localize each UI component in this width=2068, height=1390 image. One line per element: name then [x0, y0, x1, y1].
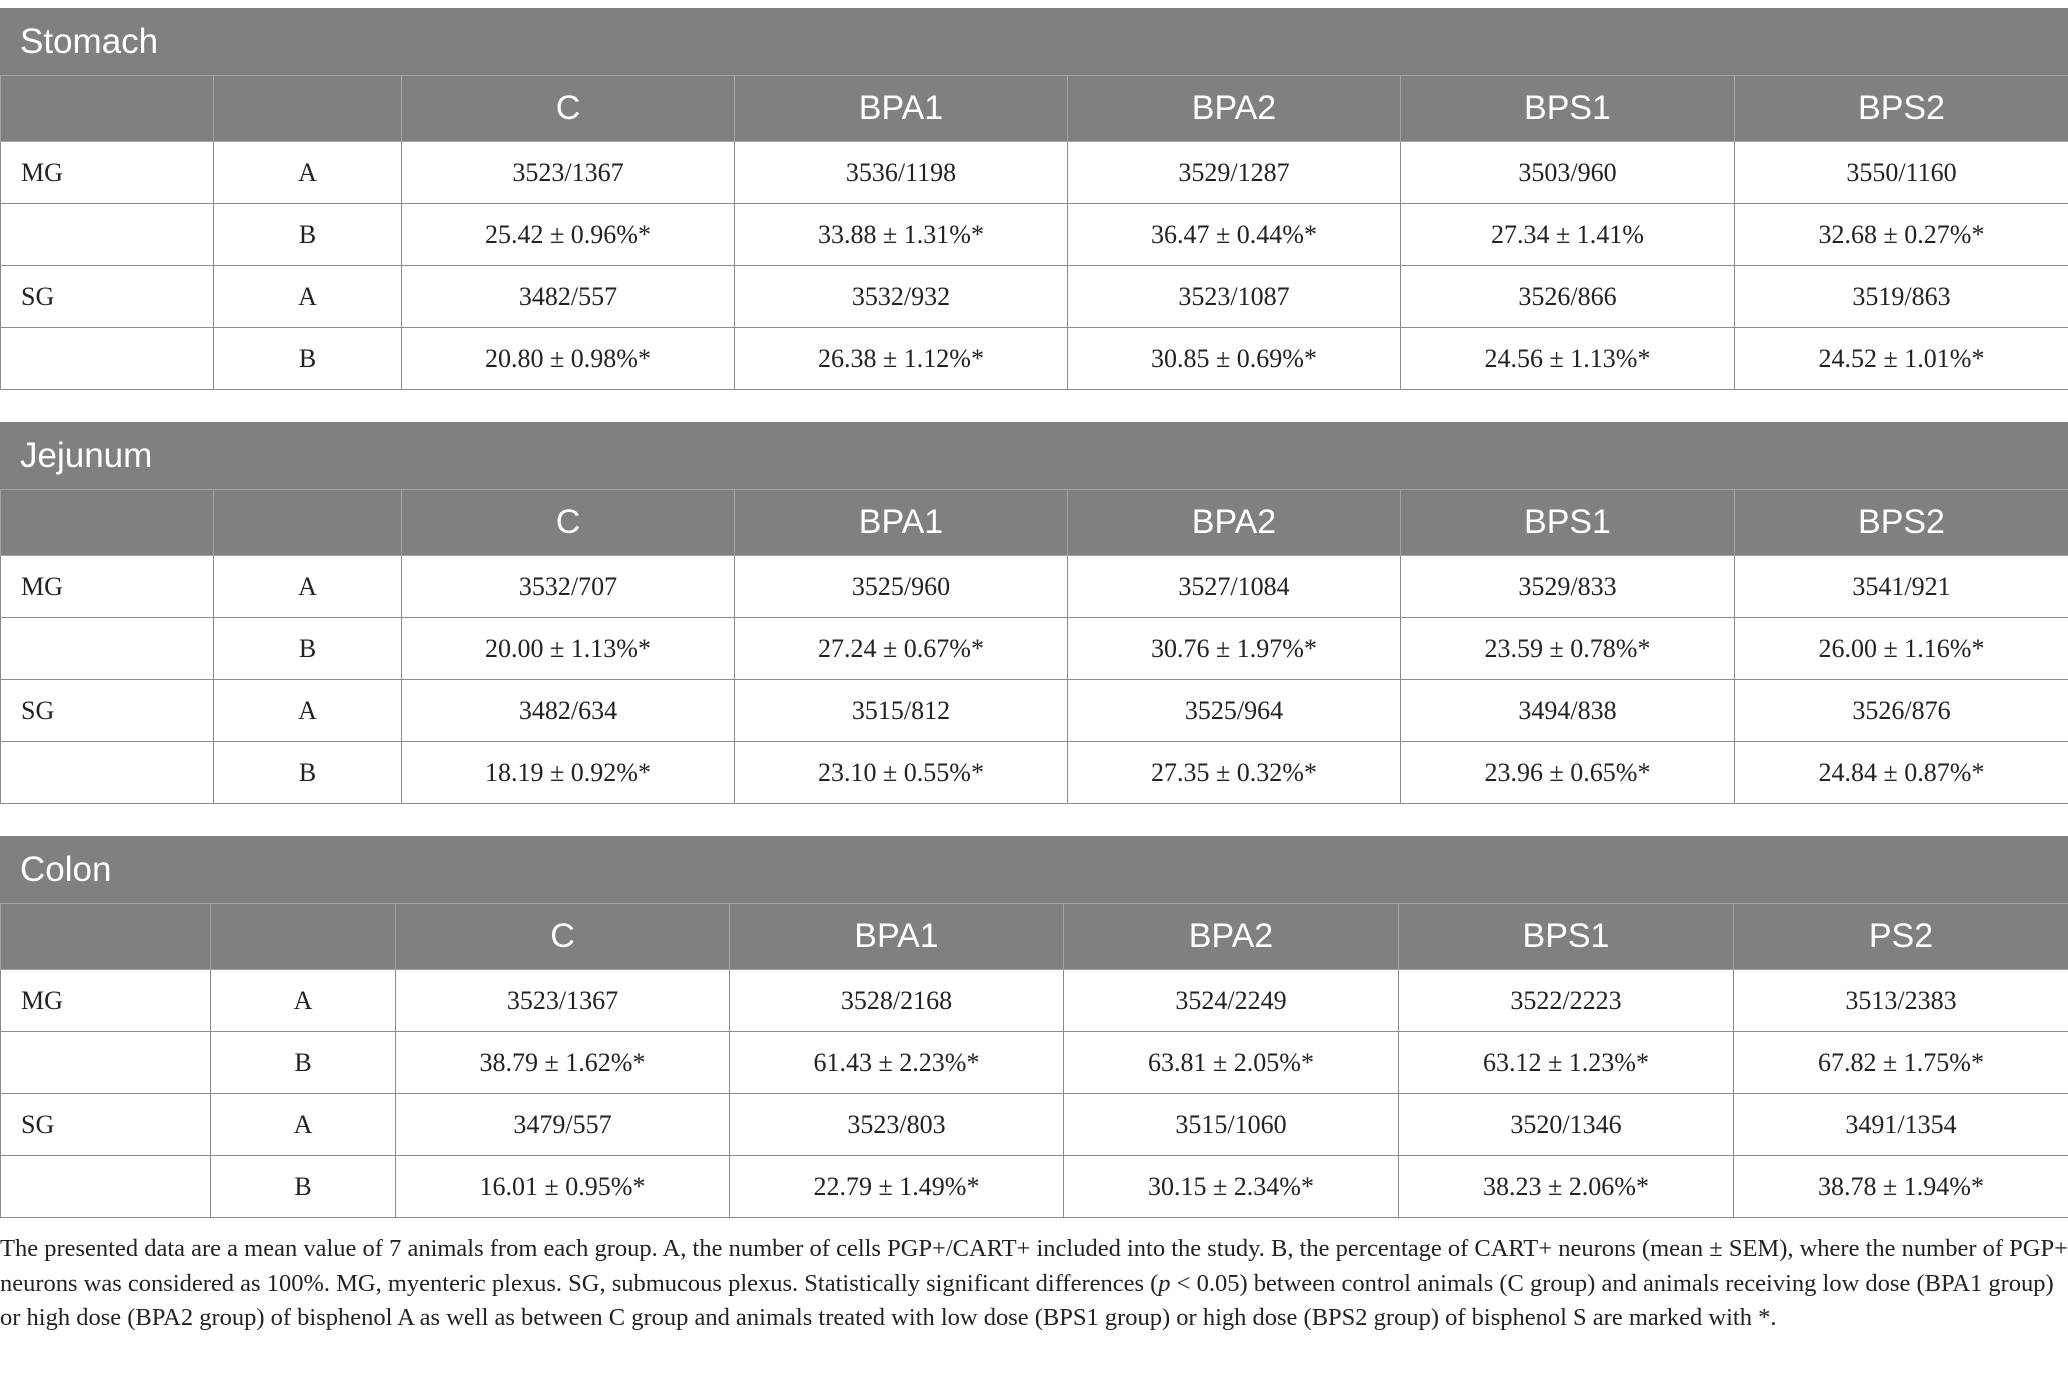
- value-cell: 3536/1198: [735, 142, 1068, 204]
- value-cell: 3529/1287: [1068, 142, 1401, 204]
- value-cell: 3523/803: [730, 1094, 1064, 1156]
- measure-cell: A: [214, 556, 402, 618]
- plexus-cell: SG: [1, 266, 214, 328]
- value-cell: 23.10 ± 0.55%*: [735, 742, 1068, 804]
- value-cell: 3515/1060: [1064, 1094, 1399, 1156]
- measure-cell: A: [214, 142, 402, 204]
- value-cell: 24.52 ± 1.01%*: [1735, 328, 2068, 390]
- table-row: [1, 556, 2068, 618]
- value-cell: 33.88 ± 1.31%*: [735, 204, 1068, 266]
- table-row: [1, 618, 2068, 680]
- value-cell: 24.84 ± 0.87%*: [1735, 742, 2068, 804]
- header-cell: BPA2: [1068, 76, 1401, 142]
- value-cell: 38.23 ± 2.06%*: [1399, 1156, 1734, 1218]
- value-cell: 24.56 ± 1.13%*: [1401, 328, 1735, 390]
- header-cell: [1, 76, 214, 142]
- plexus-cell: [1, 618, 214, 680]
- value-cell: 3524/2249: [1064, 970, 1399, 1032]
- data-table: [0, 489, 2068, 804]
- section-title: Colon: [0, 836, 2068, 903]
- table-row: [1, 1094, 2068, 1156]
- value-cell: 27.24 ± 0.67%*: [735, 618, 1068, 680]
- jejunum-table-block: [0, 422, 2068, 804]
- measure-cell: B: [214, 742, 402, 804]
- value-cell: 25.42 ± 0.96%*: [402, 204, 735, 266]
- measure-cell: A: [214, 266, 402, 328]
- table-row: [1, 204, 2068, 266]
- table-row: [1, 142, 2068, 204]
- value-cell: 3482/634: [402, 680, 735, 742]
- value-cell: 3479/557: [396, 1094, 730, 1156]
- value-cell: 30.85 ± 0.69%*: [1068, 328, 1401, 390]
- header-cell: BPA1: [735, 490, 1068, 556]
- plexus-cell: [1, 1156, 211, 1218]
- value-cell: 3513/2383: [1734, 970, 2068, 1032]
- value-cell: 3491/1354: [1734, 1094, 2068, 1156]
- section-title: Jejunum: [0, 422, 2068, 489]
- measure-cell: B: [214, 328, 402, 390]
- value-cell: 63.81 ± 2.05%*: [1064, 1032, 1399, 1094]
- plexus-cell: [1, 328, 214, 390]
- table-row: [1, 266, 2068, 328]
- value-cell: 3520/1346: [1399, 1094, 1734, 1156]
- header-cell: BPA2: [1064, 904, 1399, 970]
- value-cell: 3526/876: [1735, 680, 2068, 742]
- value-cell: 3525/960: [735, 556, 1068, 618]
- value-cell: 3523/1087: [1068, 266, 1401, 328]
- measure-cell: B: [214, 618, 402, 680]
- measure-cell: A: [211, 1094, 396, 1156]
- measure-cell: B: [214, 204, 402, 266]
- table-row: [1, 742, 2068, 804]
- value-cell: 30.76 ± 1.97%*: [1068, 618, 1401, 680]
- value-cell: 26.00 ± 1.16%*: [1735, 618, 2068, 680]
- value-cell: 3550/1160: [1735, 142, 2068, 204]
- value-cell: 3525/964: [1068, 680, 1401, 742]
- data-table: [0, 903, 2068, 1218]
- header-row: [1, 76, 2068, 142]
- value-cell: 3527/1084: [1068, 556, 1401, 618]
- value-cell: 3523/1367: [396, 970, 730, 1032]
- value-cell: 3523/1367: [402, 142, 735, 204]
- header-cell: [214, 76, 402, 142]
- header-cell: [211, 904, 396, 970]
- p-value-symbol: p: [1158, 1269, 1171, 1297]
- value-cell: 38.79 ± 1.62%*: [396, 1032, 730, 1094]
- table-row: [1, 328, 2068, 390]
- header-cell: BPS1: [1401, 490, 1735, 556]
- value-cell: 61.43 ± 2.23%*: [730, 1032, 1064, 1094]
- section-title: Stomach: [0, 8, 2068, 75]
- header-cell: C: [402, 490, 735, 556]
- plexus-cell: SG: [1, 680, 214, 742]
- table-footnote: [0, 1232, 2068, 1336]
- value-cell: 3482/557: [402, 266, 735, 328]
- value-cell: 38.78 ± 1.94%*: [1734, 1156, 2068, 1218]
- plexus-cell: [1, 204, 214, 266]
- value-cell: 3529/833: [1401, 556, 1735, 618]
- footnote-text: The presented data are a mean value of 7 animals from each group. A, the number of cells PGP+/CART+ included into the study. B, the percentage of CART+ neurons (mean ± SEM), where the number of PGP+ neurons was considered as 100%. MG, myenteric plexus. SG, submucous plexus. Statistically significant differences (: [0, 1235, 2068, 1297]
- value-cell: 3494/838: [1401, 680, 1735, 742]
- value-cell: 36.47 ± 0.44%*: [1068, 204, 1401, 266]
- value-cell: 20.00 ± 1.13%*: [402, 618, 735, 680]
- value-cell: 18.19 ± 0.92%*: [402, 742, 735, 804]
- plexus-cell: MG: [1, 970, 211, 1032]
- value-cell: 27.34 ± 1.41%: [1401, 204, 1735, 266]
- value-cell: 3503/960: [1401, 142, 1735, 204]
- value-cell: 3528/2168: [730, 970, 1064, 1032]
- value-cell: 23.59 ± 0.78%*: [1401, 618, 1735, 680]
- value-cell: 3532/932: [735, 266, 1068, 328]
- header-cell: PS2: [1734, 904, 2068, 970]
- header-cell: [214, 490, 402, 556]
- value-cell: 27.35 ± 0.32%*: [1068, 742, 1401, 804]
- header-cell: BPA1: [730, 904, 1064, 970]
- value-cell: 22.79 ± 1.49%*: [730, 1156, 1064, 1218]
- table-row: [1, 680, 2068, 742]
- measure-cell: A: [211, 970, 396, 1032]
- header-cell: BPS1: [1401, 76, 1735, 142]
- header-row: [1, 904, 2068, 970]
- colon-table-block: [0, 836, 2068, 1218]
- footnote-text: < 0.05) between control animals (C group) and animals receiving low dose (BPA1 group) or high dose (BPA2 group) of bisphenol A as well as between C group and animals treated with low dose (BPS1 group) or high dose (BPS2 group) of bisphenol S are marked with *.: [0, 1269, 2054, 1331]
- value-cell: 30.15 ± 2.34%*: [1064, 1156, 1399, 1218]
- measure-cell: B: [211, 1032, 396, 1094]
- value-cell: 3541/921: [1735, 556, 2068, 618]
- header-cell: BPS1: [1399, 904, 1734, 970]
- stomach-table-block: [0, 8, 2068, 390]
- table-row: [1, 970, 2068, 1032]
- plexus-cell: SG: [1, 1094, 211, 1156]
- header-cell: BPS2: [1735, 490, 2068, 556]
- plexus-cell: MG: [1, 142, 214, 204]
- value-cell: 63.12 ± 1.23%*: [1399, 1032, 1734, 1094]
- plexus-cell: MG: [1, 556, 214, 618]
- header-cell: BPA1: [735, 76, 1068, 142]
- value-cell: 20.80 ± 0.98%*: [402, 328, 735, 390]
- header-cell: [1, 490, 214, 556]
- measure-cell: A: [214, 680, 402, 742]
- value-cell: 26.38 ± 1.12%*: [735, 328, 1068, 390]
- value-cell: 3522/2223: [1399, 970, 1734, 1032]
- header-row: [1, 490, 2068, 556]
- table-row: [1, 1156, 2068, 1218]
- value-cell: 16.01 ± 0.95%*: [396, 1156, 730, 1218]
- header-cell: BPA2: [1068, 490, 1401, 556]
- value-cell: 23.96 ± 0.65%*: [1401, 742, 1735, 804]
- header-cell: [1, 904, 211, 970]
- header-cell: BPS2: [1735, 76, 2068, 142]
- plexus-cell: [1, 742, 214, 804]
- value-cell: 3532/707: [402, 556, 735, 618]
- value-cell: 67.82 ± 1.75%*: [1734, 1032, 2068, 1094]
- value-cell: 3526/866: [1401, 266, 1735, 328]
- plexus-cell: [1, 1032, 211, 1094]
- data-table: [0, 75, 2068, 390]
- value-cell: 32.68 ± 0.27%*: [1735, 204, 2068, 266]
- value-cell: 3515/812: [735, 680, 1068, 742]
- measure-cell: B: [211, 1156, 396, 1218]
- table-row: [1, 1032, 2068, 1094]
- value-cell: 3519/863: [1735, 266, 2068, 328]
- header-cell: C: [396, 904, 730, 970]
- header-cell: C: [402, 76, 735, 142]
